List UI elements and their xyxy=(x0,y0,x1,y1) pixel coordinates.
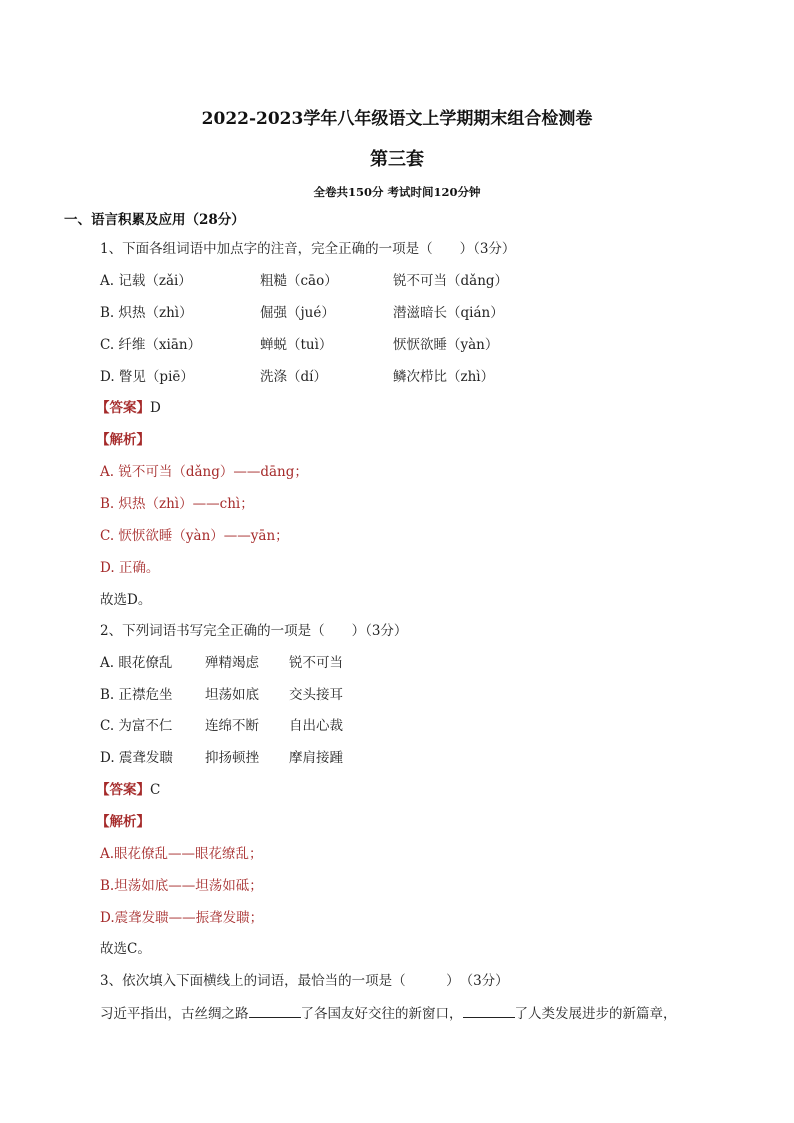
q2-answer-value: C xyxy=(150,782,161,798)
q1-option-d-1: D. 瞥见（piē） xyxy=(100,369,194,385)
q2-analysis-b: B.坦荡如底——坦荡如砥； xyxy=(100,878,263,894)
q2-analysis-a: A.眼花僚乱——眼花缭乱； xyxy=(100,846,263,862)
q2-option-b-2: 坦荡如底 xyxy=(205,687,259,703)
q2-option-a-1: A. 眼花僚乱 xyxy=(100,655,173,671)
q3-passage xyxy=(100,1003,677,1024)
q2-option-d-3: 摩肩接踵 xyxy=(289,750,343,766)
q3-text-c: 了人类发展进步的新篇章， xyxy=(514,1006,677,1022)
q1-answer xyxy=(96,398,161,418)
q2-option-c-3: 自出心裁 xyxy=(289,718,343,734)
q2-option-a-2: 殚精竭虑 xyxy=(205,655,259,671)
q1-option-a-3: 锐不可当（dǎng） xyxy=(393,273,509,289)
q1-option-a-2: 粗糙（cāo） xyxy=(260,273,338,289)
q1-analysis-d: D. 正确。 xyxy=(100,560,160,576)
q1-option-b-2: 倔强（jué） xyxy=(260,305,335,321)
q2-option-d-2: 抑扬顿挫 xyxy=(205,750,259,766)
question-3-stem: 3、依次填入下面横线上的词语，最恰当的一项是（ ） （3分） xyxy=(100,973,509,989)
q2-option-b-3: 交头接耳 xyxy=(289,687,343,703)
q2-conclusion: 故选C。 xyxy=(100,941,151,957)
q1-option-c-1: C. 纤维（xiān） xyxy=(100,337,202,353)
q1-option-c-3: 恹恹欲睡（yàn） xyxy=(393,337,499,353)
q2-analysis-tag: 【解析】 xyxy=(96,814,150,830)
q2-option-a-3: 锐不可当 xyxy=(289,655,343,671)
q1-analysis-tag: 【解析】 xyxy=(96,432,150,448)
exam-subtitle: 第三套 xyxy=(370,149,424,170)
q1-answer-tag: 【答案】 xyxy=(96,400,150,416)
question-2-stem: 2、下列词语书写完全正确的一项是（ ）（3分） xyxy=(100,623,408,639)
q1-option-c-2: 蝉蜕（tuì） xyxy=(260,337,333,353)
q1-option-b-1: B. 炽热（zhì） xyxy=(100,305,193,321)
question-1-stem: 1、下面各组词语中加点字的注音，完全正确的一项是（ ）（3分） xyxy=(100,241,516,257)
q1-option-b-3: 潜滋暗长（qián） xyxy=(393,305,504,321)
q3-text-a: 习近平指出，古丝绸之路 xyxy=(100,1006,249,1022)
exam-title: 2022-2023学年八年级语文上学期期末组合检测卷 xyxy=(201,109,593,129)
exam-meta: 全卷共150分 考试时间120分钟 xyxy=(313,185,481,199)
q1-option-d-3: 鳞次栉比（zhì） xyxy=(393,369,495,385)
q1-option-d-2: 洗涤（dí） xyxy=(260,369,327,385)
q2-option-c-1: C. 为富不仁 xyxy=(100,718,173,734)
q1-analysis-a: A. 锐不可当（dǎng）——dāng； xyxy=(100,464,308,480)
q3-blank-2 xyxy=(463,1003,515,1018)
q1-option-a-1: A. 记载（zǎi） xyxy=(100,273,192,289)
q1-answer-value: D xyxy=(150,400,161,416)
q3-text-b: 了各国友好交往的新窗口， xyxy=(300,1006,463,1022)
q2-answer-tag: 【答案】 xyxy=(96,782,150,798)
q2-option-b-1: B. 正襟危坐 xyxy=(100,687,173,703)
q2-option-c-2: 连绵不断 xyxy=(205,718,259,734)
q2-analysis-d: D.震聋发聩——振聋发聩； xyxy=(100,910,264,926)
q3-blank-1 xyxy=(249,1003,301,1018)
q1-analysis-b: B. 炽热（zhì）——chì； xyxy=(100,496,254,512)
q2-option-d-1: D. 震聋发聩 xyxy=(100,750,173,766)
q1-conclusion: 故选D。 xyxy=(100,592,152,608)
q2-answer xyxy=(96,780,160,800)
q1-analysis-c: C. 恹恹欲睡（yàn）——yān； xyxy=(100,528,289,544)
section-heading: 一、语言积累及应用（28分） xyxy=(64,212,245,228)
